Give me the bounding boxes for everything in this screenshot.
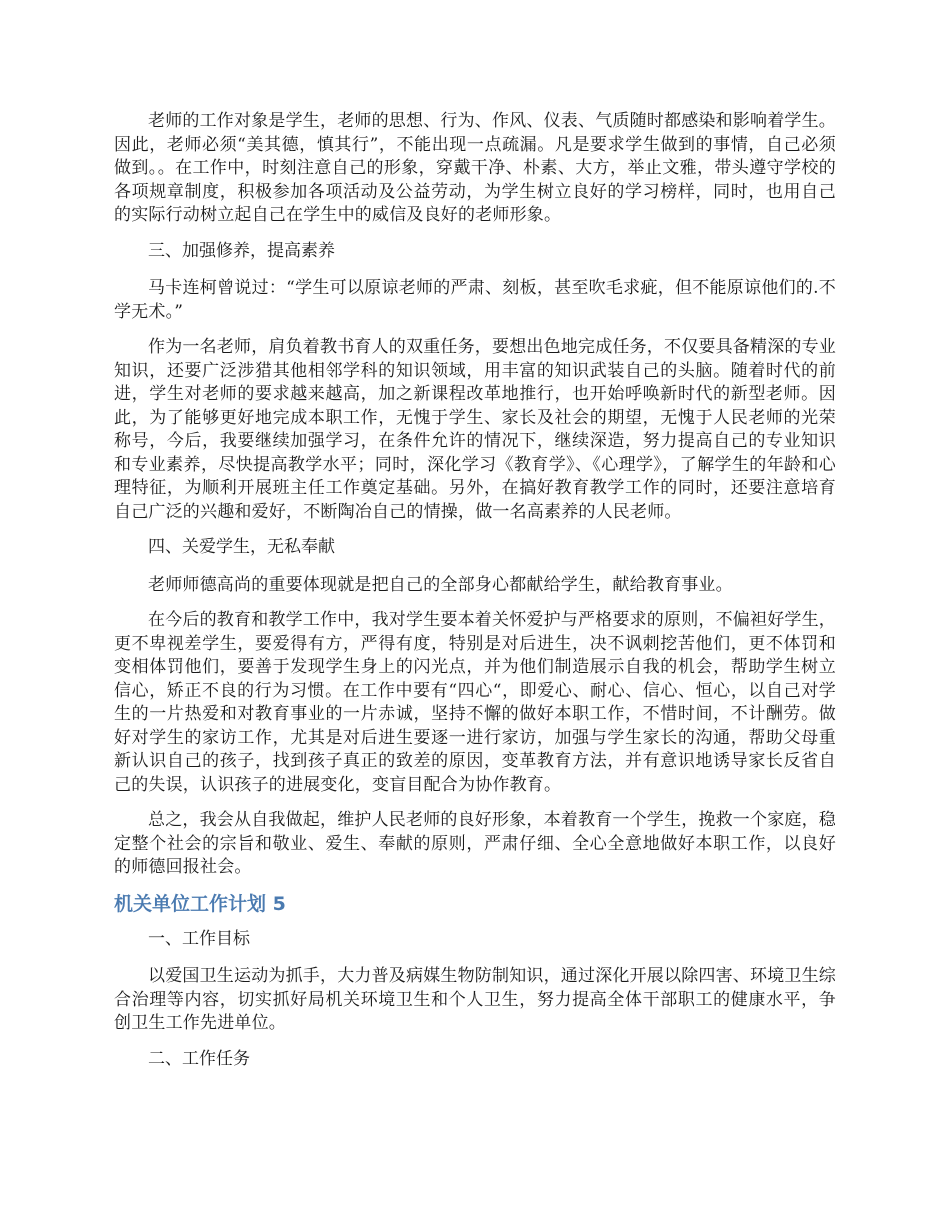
paragraph-work-goal: 以爱国卫生运动为抓手，大力普及病媒生物防制知识，通过深化开展以除四害、环境卫生综合治理等内容，切实抓好局机关环境卫生和个人卫生，努力提高全体干部职工的健康水平，争创卫生工作先进单位。 [114,966,836,1033]
paragraph-teacher-example: 老师的工作对象是学生，老师的思想、行为、作风、仪表、气质随时都感染和影响着学生。因此，老师必须“美其德，慎其行”，不能出现一点疏漏。凡是要求学生做到的事情，自己必须做到。。在工作中，时刻注意自己的形象，穿戴干净、朴素、大方，举止文雅，带头遵守学校的各项规章制度，积极参加各项活动及公益劳动，为学生树立良好的学习榜样，同时，也用自己的实际行动树立起自己在学生中的威信及良好的老师形象。 [114,111,836,225]
section-title: 机关单位工作计划 5 [114,892,286,915]
paragraph-devotion: 老师师德高尚的重要体现就是把自己的全部身心都献给学生，献给教育事业。 [148,574,733,595]
heading-work-tasks: 二、工作任务 [148,1048,250,1069]
heading-care-students: 四、关爱学生，无私奉献 [148,537,335,557]
heading-improve-cultivation: 三、加强修养，提高素养 [148,240,335,261]
paragraph-conclusion: 总之，我会从自我做起，维护人民老师的良好形象，本着教育一个学生，挽救一个家庭，稳定整个社会的宗旨和敬业、爱生、奉献的原则，严肃仔细、全心全意地做好本职工作，以良好的师德回报社会。 [114,810,836,877]
paragraph-teaching-principles: 在今后的教育和教学工作中，我对学生要本着关怀爱护与严格要求的原则，不偏袒好学生，更不卑视差学生，要爱得有方，严得有度，特别是对后进生，决不讽刺挖苦他们，更不体罚和变相体罚他们，要善于发现学生身上的闪光点，并为他们制造展示自我的机会，帮助学生树立信心，矫正不良的行为习惯。在工作中要有“四心“，即爱心、耐心、信心、恒心，以自己对学生的一片热爱和对教育事业的一片赤诚，坚持不懈的做好本职工作，不惜时间，不计酬劳。做好对学生的家访工作，尤其是对后进生要逐一进行家访，加强与学生家长的沟通，帮助父母重新认识自己的孩子，找到孩子真正的致差的原因，变革教育方法，并有意识地诱导家长反省自己的失误，认识孩子的进展变化，变盲目配合为协作教育。 [114,610,836,795]
paragraph-makarenko-quote: 马卡连柯曾说过：“学生可以原谅老师的严肃、刻板，甚至吹毛求疵，但不能原谅他们的.不学无术。” [114,278,836,322]
heading-work-goal: 一、工作目标 [148,928,250,949]
paragraph-professional-knowledge: 作为一名老师，肩负着教书育人的双重任务，要想出色地完成任务，不仅要具备精深的专业知识，还要广泛涉猎其他相邻学科的知识领域，用丰富的知识武装自己的头脑。随着时代的前进，学生对老师的要求越来越高，加之新课程改革地推行，也开始呼唤新时代的新型老师。因此，为了能够更好地完成本职工作，无愧于学生、家长及社会的期望，无愧于人民老师的光荣称号，今后，我要继续加强学习，在条件允许的情况下，继续深造，努力提高自己的专业知识和专业素养，尽快提高教学水平；同时，深化学习《教育学》、《心理学》，了解学生的年龄和心理特征，为顺利开展班主任工作奠定基础。另外，在搞好教育教学工作的同时，还要注意培育自己广泛的兴趣和爱好，不断陶冶自己的情操，做一名高素养的人民老师。 [114,337,836,522]
